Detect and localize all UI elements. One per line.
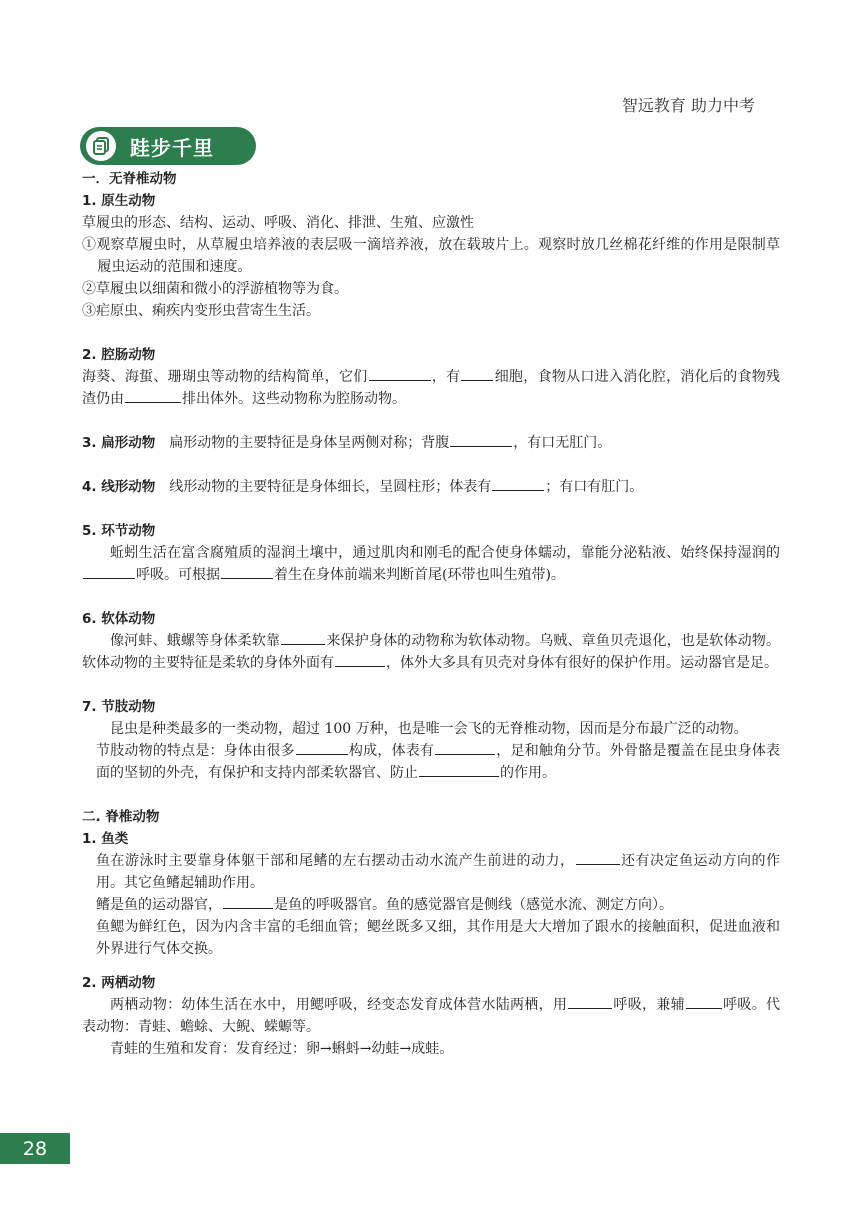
content [82,168,780,1060]
heading-roundworms: 4. 线形动物 [82,479,156,495]
heading-amphibians: 2. 两栖动物 [82,975,156,991]
document-copy-icon [86,131,116,161]
annelids-paragraph: 蚯蚓生活在富含腐殖质的湿润土壤中，通过肌肉和刚毛的配合使身体蠕动，靠能分泌粘液、始终保持湿润的呼吸。可根据 着生在身体前端来判断首尾(环带也叫生殖带)。 [82,542,780,586]
protozoa-item-1: ①观察草履虫时，从草履虫培养液的表层吸一滴培养液，放在载玻片上。观察时放几丝棉花纤维的作用是限制草履虫运动的范围和速度。 [82,237,780,275]
fish-paragraph-2: 鳍是鱼的运动器官， 是鱼的呼吸器官。鱼的感觉器官是侧线（感觉水流、测定方向）。 [82,894,780,916]
protozoa-intro: 草履虫的形态、结构、运动、呼吸、消化、排泄、生殖、应激性 [82,215,474,231]
banner-title: 跬步千里 [130,135,214,160]
arthropods-paragraph-1: 昆虫是种类最多的一类动物，超过 100 万种，也是唯一会飞的无脊椎动物，因而是分布最广泛的动物。 [110,721,748,737]
heading-flatworms: 3. 扁形动物 [82,435,156,451]
fill-blank[interactable] [335,652,385,667]
heading-protozoa: 1. 原生动物 [82,193,156,209]
fill-blank[interactable] [281,630,325,645]
heading-coelenterates: 2. 腔肠动物 [82,347,156,363]
fill-blank[interactable] [686,994,722,1009]
section-banner [80,127,256,165]
fill-blank[interactable] [223,894,273,909]
protozoa-item-2: ②草履虫以细菌和微小的浮游植物等为食。 [82,281,348,297]
roundworms-paragraph: 4. 线形动物 线形动物的主要特征是身体细长，呈圆柱形；体表有 ；有口有肛门。 [82,476,780,498]
flatworms-paragraph: 3. 扁形动物 扁形动物的主要特征是身体呈两侧对称；背腹 ，有口无肛门。 [82,432,780,454]
fill-blank[interactable] [125,388,181,403]
fill-blank[interactable] [296,740,348,755]
fill-blank[interactable] [568,994,612,1009]
molluscs-paragraph: 像河蚌、蛾螺等身体柔软靠 来保护身体的动物称为软体动物。乌贼、章鱼贝壳退化，也是软体动物。软体动物的主要特征是柔软的身体外面有 ，体外大多具有贝壳对身体有很好的保护作用。运动器官是足。 [82,630,780,674]
fill-blank[interactable] [221,564,273,579]
amphibians-paragraph-1: 两栖动物：幼体生活在水中，用鳃呼吸，经变态发育成体营水陆两栖，用 呼吸，兼辅 呼吸。代表动物：青蛙、蟾蜍、大鲵、蝾螈等。 [82,994,780,1038]
page-number: 28 [0,1133,70,1164]
fill-blank[interactable] [461,366,493,381]
heading-fish: 1. 鱼类 [82,831,129,847]
heading-arthropods: 7. 节肢动物 [82,699,156,715]
fill-blank[interactable] [492,476,544,491]
section-title-vertebrates: 二. 脊椎动物 [82,809,160,825]
amphibians-paragraph-2: 青蛙的生殖和发育：发育经过：卵→蝌蚪→幼蛙→成蛙。 [110,1041,454,1057]
fish-paragraph-3: 鱼鳃为鲜红色，因为内含丰富的毛细血管；鳃丝既多又细，其作用是大大增加了跟水的接触面积，促进血液和外界进行气体交换。 [96,919,780,957]
arthropods-paragraph-2: 节肢动物的特点是：身体由很多 构成，体表有 ，足和触角分节。外骨骼是覆盖在昆虫身体表面的坚韧的外壳，有保护和支持内部柔软器官、防止 的作用。 [82,740,780,784]
fill-blank[interactable] [83,564,135,579]
fill-blank[interactable] [450,432,512,447]
section-title-invertebrates: 一．无脊椎动物 [82,171,177,187]
fill-blank[interactable] [419,762,499,777]
coelenterates-paragraph: 海葵、海蜇、珊瑚虫等动物的结构简单，它们 ，有 细胞，食物从口进入消化腔，消化后的食物残渣仍由 排出体外。这些动物称为腔肠动物。 [82,366,780,410]
page-header: 智远教育 助力中考 [621,96,755,115]
fish-paragraph-1: 鱼在游泳时主要靠身体躯干部和尾鳍的左右摆动击动水流产生前进的动力， 还有决定鱼运动方向的作用。其它鱼鳍起辅助作用。 [82,850,780,894]
heading-molluscs: 6. 软体动物 [82,611,156,627]
fill-blank[interactable] [369,366,431,381]
fill-blank[interactable] [435,740,495,755]
protozoa-item-3: ③疟原虫、痢疾内变形虫营寄生生活。 [82,303,320,319]
fill-blank[interactable] [576,850,620,865]
heading-annelids: 5. 环节动物 [82,523,156,539]
